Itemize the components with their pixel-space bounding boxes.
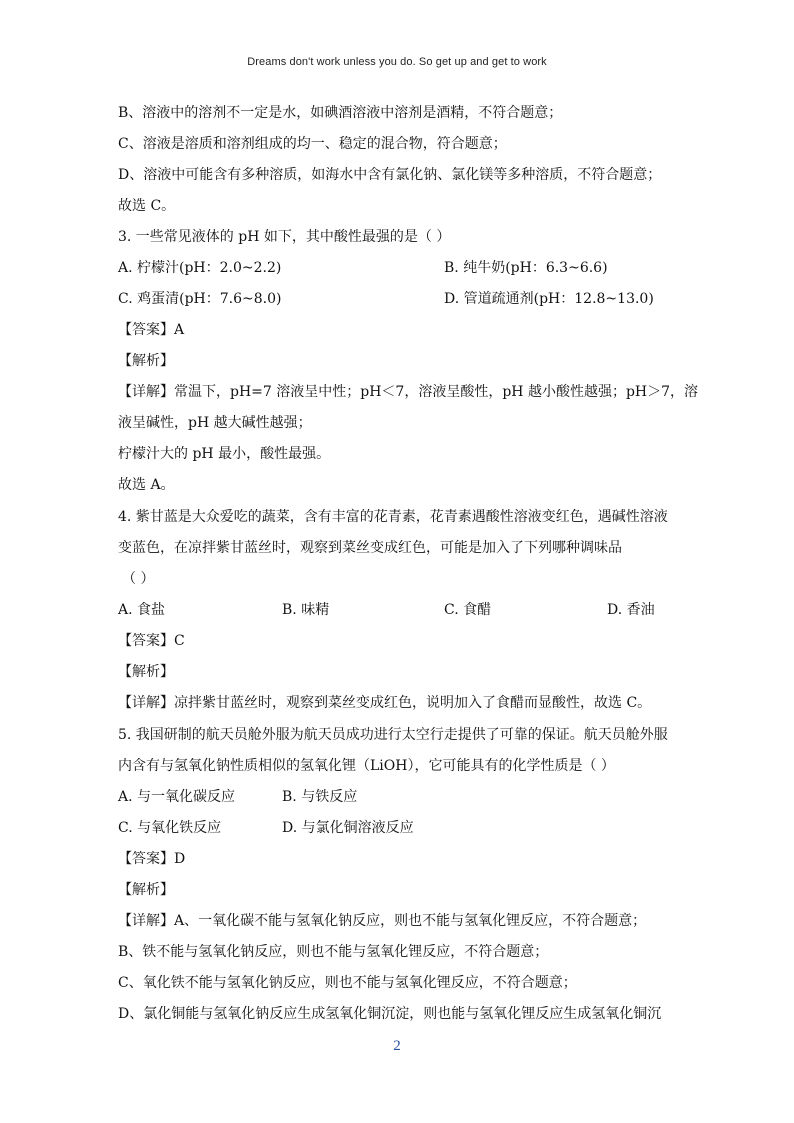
q3-detail-line-1: 【详解】常温下，pH=7 溶液呈中性；pH＜7，溶液呈酸性，pH 越小酸性越强；pH＞7，溶 <box>118 384 699 400</box>
q2-option-d-explanation: D、溶液中可能含有多种溶质，如海水中含有氯化钠、氯化镁等多种溶质，不符合题意； <box>118 167 662 183</box>
q4-answer: 【答案】C <box>118 633 185 649</box>
q3-analysis-heading: 【解析】 <box>118 353 174 369</box>
q5-stem-line-1: 5. 我国研制的航天员舱外服为航天员成功进行太空行走提供了可靠的保证。航天员舱外服 <box>118 727 668 743</box>
q5-analysis-heading: 【解析】 <box>118 882 174 898</box>
page-number: 2 <box>393 1038 401 1054</box>
q5-option-d: D. 与氯化铜溶液反应 <box>282 820 414 836</box>
q5-option-b: B. 与铁反应 <box>282 789 358 805</box>
q5-detail-d: D、氯化铜能与氢氧化钠反应生成氢氧化铜沉淀，则也能与氢氧化锂反应生成氢氧化铜沉 <box>118 1006 662 1022</box>
q3-option-a: A. 柠檬汁(pH：2.0~2.2) <box>118 260 282 276</box>
q4-analysis-heading: 【解析】 <box>118 664 174 680</box>
q4-stem-line-1: 4. 紫甘蓝是大众爱吃的蔬菜，含有丰富的花青素，花青素遇酸性溶液变红色，遇碱性溶液 <box>118 509 668 525</box>
q4-option-c: C. 食醋 <box>444 602 492 618</box>
q2-final-choice: 故选 C。 <box>118 198 176 214</box>
q2-option-b-explanation: B、溶液中的溶剂不一定是水，如碘酒溶液中溶剂是酒精，不符合题意； <box>118 105 563 121</box>
q4-option-b: B. 味精 <box>282 602 330 618</box>
q3-detail-line-2: 液呈碱性，pH 越大碱性越强； <box>118 415 312 431</box>
q4-option-a: A. 食盐 <box>118 602 166 618</box>
q3-final-choice: 故选 A。 <box>118 477 175 493</box>
q5-option-c: C. 与氧化铁反应 <box>118 820 222 836</box>
q5-option-a: A. 与一氧化碳反应 <box>118 789 236 805</box>
q5-stem-line-2: 内含有与氢氧化钠性质相似的氢氧化锂（LiOH），它可能具有的化学性质是（ ） <box>118 758 615 774</box>
q3-option-c: C. 鸡蛋清(pH：7.6~8.0) <box>118 291 282 307</box>
q5-detail-c: C、氧化铁不能与氢氧化钠反应，则也不能与氢氧化锂反应，不符合题意； <box>118 975 577 991</box>
q3-option-b: B. 纯牛奶(pH：6.3~6.6) <box>444 260 608 276</box>
q2-option-c-explanation: C、溶液是溶质和溶剂组成的均一、稳定的混合物，符合题意； <box>118 136 507 152</box>
q4-option-d: D. 香油 <box>607 602 655 618</box>
q3-stem: 3. 一些常见液体的 pH 如下，其中酸性最强的是（ ） <box>118 229 451 245</box>
q5-detail-b: B、铁不能与氢氧化钠反应，则也不能与氢氧化锂反应，不符合题意； <box>118 944 549 960</box>
q5-answer: 【答案】D <box>118 851 186 867</box>
page-header-motto: Dreams don't work unless you do. So get up and get to work <box>247 56 547 68</box>
q5-detail-a: 【详解】A、一氧化碳不能与氢氧化钠反应，则也不能与氢氧化锂反应，不符合题意； <box>118 913 647 929</box>
q3-detail-line-3: 柠檬汁大的 pH 最小，酸性最强。 <box>118 446 331 462</box>
q4-stem-line-2: 变蓝色，在凉拌紫甘蓝丝时，观察到菜丝变成红色，可能是加入了下列哪种调味品 <box>118 540 622 556</box>
q4-detail: 【详解】凉拌紫甘蓝丝时，观察到菜丝变成红色，说明加入了食醋而显酸性，故选 C。 <box>118 695 652 711</box>
q3-option-d: D. 管道疏通剂(pH：12.8~13.0) <box>444 291 654 307</box>
q3-answer: 【答案】A <box>118 322 185 338</box>
q4-stem-line-3: （ ） <box>122 571 155 587</box>
